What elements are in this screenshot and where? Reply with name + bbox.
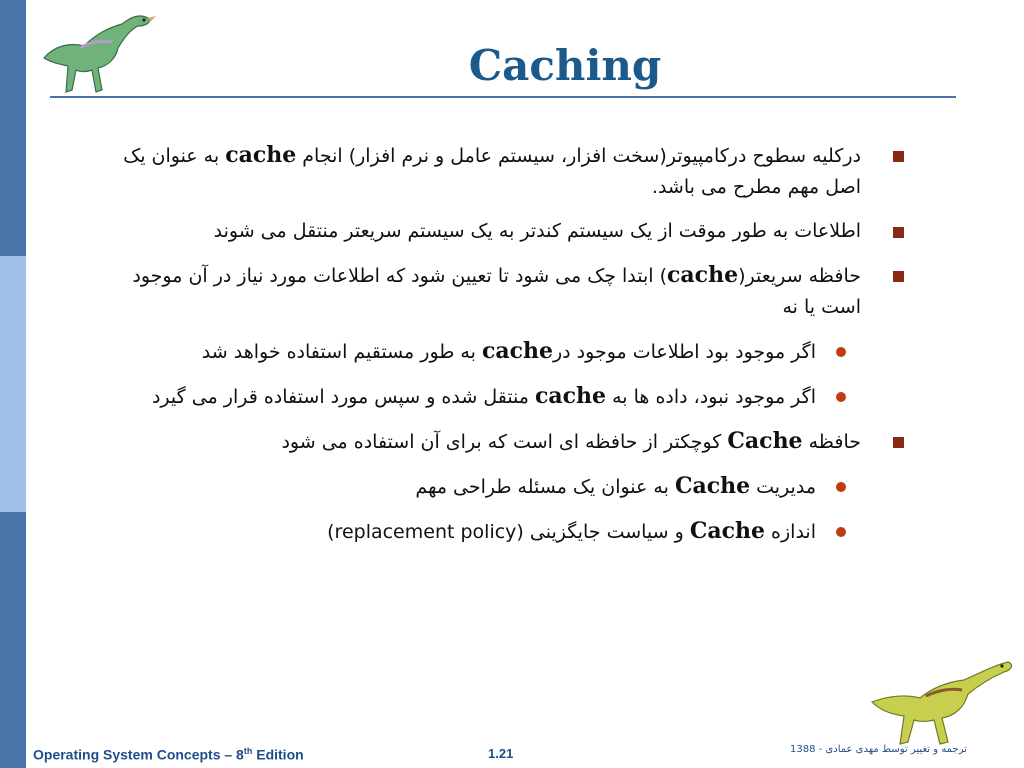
square-bullet-icon [893, 151, 904, 162]
bullet-item-2 [120, 216, 904, 247]
bullet-item-3 [120, 260, 904, 323]
dot-bullet-icon [836, 482, 846, 492]
square-bullet-icon [893, 227, 904, 238]
sub-bullet-item-2 [120, 381, 904, 413]
sub-bullet-item-4 [120, 516, 904, 548]
left-sidebar-bar [0, 0, 26, 768]
dot-bullet-icon [836, 392, 846, 402]
bullet-1-latin: cache [225, 142, 297, 168]
sub-bullet-1-text-post: به طور مستقیم استفاده خواهد شد [201, 341, 482, 363]
sub-bullet-3-text-pre: مدیریت [750, 476, 816, 498]
footer-page-number: 1.21 [488, 746, 514, 761]
bullet-2-text: اطلاعات به طور موقت از یک سیستم کندتر به یک سیستم سریعتر منتقل می شوند [213, 220, 861, 242]
sub-bullet-1-text-pre: اگر موجود بود اطلاعات موجود در [553, 341, 816, 363]
sub-bullet-4-text-post: و سیاست جایگزینی (replacement policy) [327, 521, 690, 543]
sidebar-segment-bottom [0, 512, 26, 768]
footer-book-title-prefix: Operating System Concepts – 8 [33, 746, 244, 763]
bullet-4-latin: Cache [727, 428, 803, 454]
title-underline [50, 96, 956, 98]
sidebar-segment-top [0, 0, 26, 256]
bullet-1-text-post: به عنوان یک اصل مهم مطرح می باشد. [123, 145, 861, 198]
sub-bullet-2-text-post: منتقل شده و سپس مورد استفاده قرار می گیرد [151, 386, 536, 408]
bullet-4-text-post: کوچکتر از حافظه ای است که برای آن استفاده می شود [281, 431, 728, 453]
square-bullet-icon [893, 437, 904, 448]
sub-bullet-4-latin: Cache [689, 518, 765, 544]
footer-book-title [33, 746, 304, 763]
sub-bullet-item-3 [120, 471, 904, 503]
bullet-3-text-post: ) ابتدا چک می شود تا تعیین شود که اطلاعات مورد نیاز در آن موجود است یا نه [132, 265, 861, 318]
footer-translator-credit: ترجمه و تغییر توسط مهدی عمادی - 1388 [790, 744, 967, 755]
bullet-item-4 [120, 426, 904, 458]
square-bullet-icon [893, 271, 904, 282]
bullet-4-text-pre: حافظه [802, 431, 861, 453]
bullet-3-text-pre: حافظه سریعتر( [738, 265, 861, 287]
dinosaur-illustration-top [36, 6, 158, 98]
sub-bullet-item-1 [120, 336, 904, 368]
bullet-item-1 [120, 140, 904, 203]
bullet-3-latin: cache [667, 262, 739, 288]
sub-bullet-3-latin: Cache [674, 473, 751, 499]
sub-bullet-1-latin: cache [481, 338, 553, 364]
sub-bullet-2-text-pre: اگر موجود نبود، داده ها به [606, 386, 816, 408]
bullet-list [120, 140, 904, 561]
footer-edition-superscript: th [243, 746, 253, 756]
slide-title: Caching [468, 41, 662, 90]
dot-bullet-icon [836, 347, 846, 357]
footer-book-title-suffix: Edition [252, 746, 304, 763]
sub-bullet-4-text-pre: اندازه [765, 521, 816, 543]
sub-bullet-3-text-post: به عنوان یک مسئله طراحی مهم [415, 476, 675, 498]
sub-bullet-2-latin: cache [535, 383, 607, 409]
dinosaur-illustration-bottom [868, 652, 1018, 748]
dot-bullet-icon [836, 527, 846, 537]
bullet-1-text-pre: درکلیه سطوح درکامپیوتر(سخت افزار، سیستم عامل و نرم افزار) انجام [296, 145, 861, 167]
sidebar-segment-middle [0, 256, 26, 512]
